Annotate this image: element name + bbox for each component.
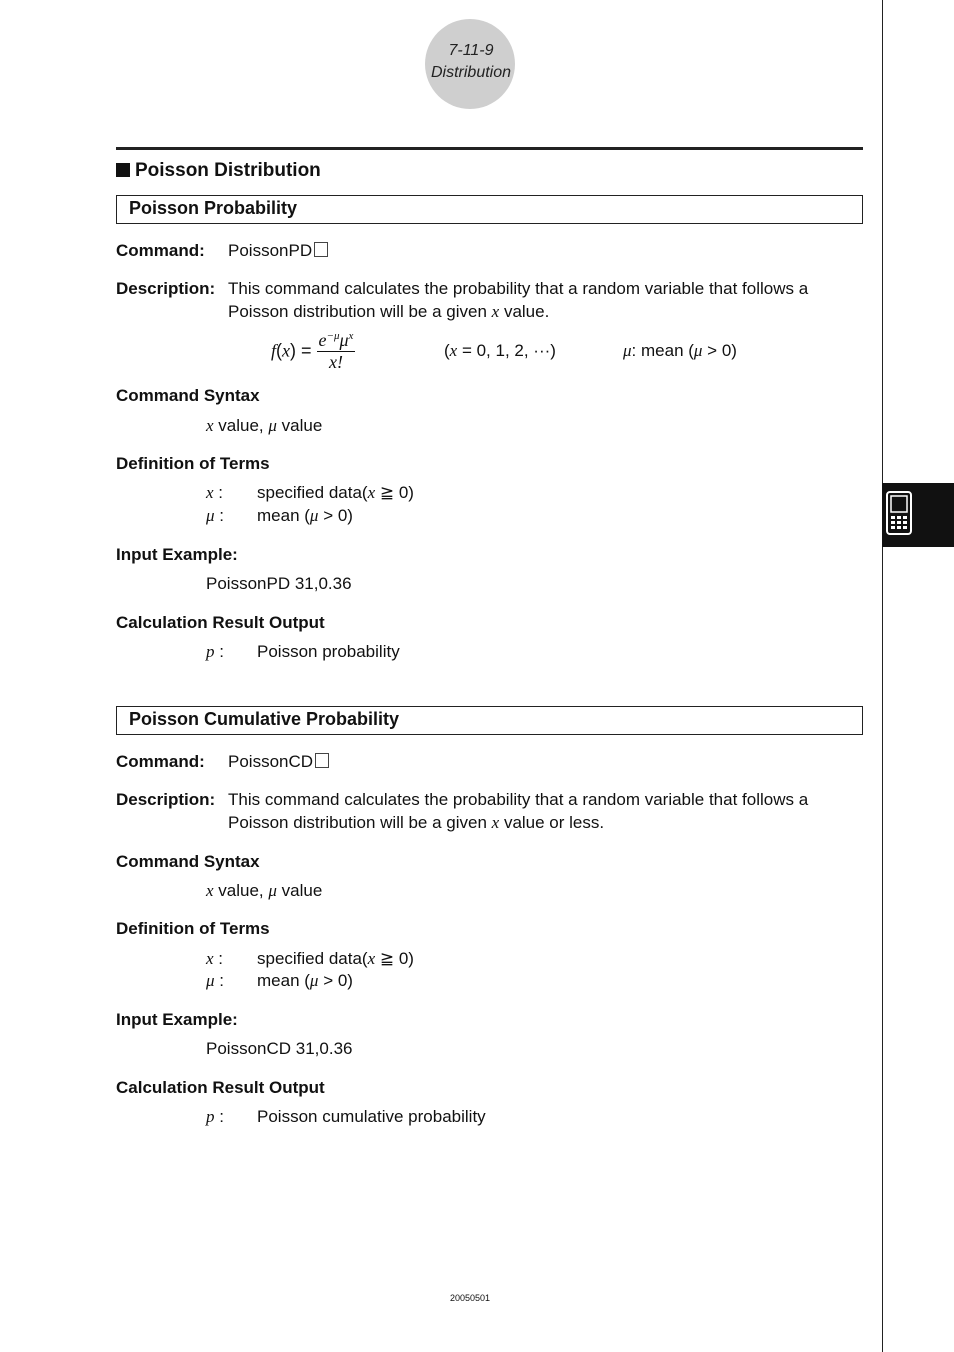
output-heading: Calculation Result Output: [116, 1078, 325, 1097]
square-bullet-icon: [116, 163, 130, 177]
space-symbol-icon: [315, 753, 329, 768]
syntax-value: x value, μ value: [206, 416, 323, 435]
term-symbol: μ :: [206, 506, 224, 525]
syntax-heading: Command Syntax: [116, 386, 260, 405]
term-symbol: μ :: [206, 971, 224, 990]
pmf-formula: f(x) = $\frac{e^{-\mu}\mu^x}{x!}$: [271, 330, 354, 372]
command-label: Command:: [116, 241, 205, 260]
description-line: Poisson distribution will be a given x value.: [228, 302, 550, 321]
output-definition: Poisson probability: [257, 642, 400, 661]
command-value: PoissonPD: [228, 241, 328, 261]
term-symbol: x :: [206, 949, 223, 968]
formula-mean: μ: mean (μ > 0): [623, 341, 737, 360]
term-definition: mean (μ > 0): [257, 506, 353, 525]
section-rule: [116, 147, 863, 150]
term-definition: specified data(x ≧ 0): [257, 949, 414, 968]
chapter-tab: [882, 483, 954, 547]
syntax-value: x value, μ value: [206, 881, 323, 900]
term-definition: specified data(x ≧ 0): [257, 483, 414, 502]
output-definition: Poisson cumulative probability: [257, 1107, 486, 1126]
page-number: 7-11-9: [448, 42, 494, 59]
margin-rule: [882, 0, 883, 1352]
terms-heading: Definition of Terms: [116, 919, 270, 938]
chapter-title: Distribution: [430, 64, 512, 81]
description-label: Description:: [116, 279, 216, 298]
input-heading: Input Example:: [116, 545, 238, 564]
subsection-heading-cd: Poisson Cumulative Probability: [116, 706, 863, 735]
formula-fraction: $\frac{e^{-\mu}\mu^x}{x!}$: [318, 330, 354, 372]
terms-heading: Definition of Terms: [116, 454, 270, 473]
footer-code: 20050501: [449, 1293, 491, 1303]
description-label: Description:: [116, 790, 216, 809]
input-example: PoissonCD 31,0.36: [206, 1039, 353, 1058]
syntax-heading: Command Syntax: [116, 852, 260, 871]
section-title: Poisson Distribution: [116, 160, 321, 182]
formula-domain: (x = 0, 1, 2, ···): [444, 341, 556, 360]
command-value: PoissonCD: [228, 752, 329, 772]
description-line: This command calculates the probability that a random variable that follows a: [228, 279, 809, 298]
term-symbol: x :: [206, 483, 223, 502]
description-line: This command calculates the probability that a random variable that follows a: [228, 790, 809, 809]
output-symbol: p :: [206, 1107, 224, 1126]
term-definition: mean (μ > 0): [257, 971, 353, 990]
input-heading: Input Example:: [116, 1010, 238, 1029]
input-example: PoissonPD 31,0.36: [206, 574, 352, 593]
output-symbol: p :: [206, 642, 224, 661]
command-label: Command:: [116, 752, 205, 771]
output-heading: Calculation Result Output: [116, 613, 325, 632]
subsection-heading-pd: Poisson Probability: [116, 195, 863, 224]
space-symbol-icon: [314, 242, 328, 257]
calculator-icon: [886, 491, 912, 535]
description-line: Poisson distribution will be a given x value or less.: [228, 813, 605, 832]
